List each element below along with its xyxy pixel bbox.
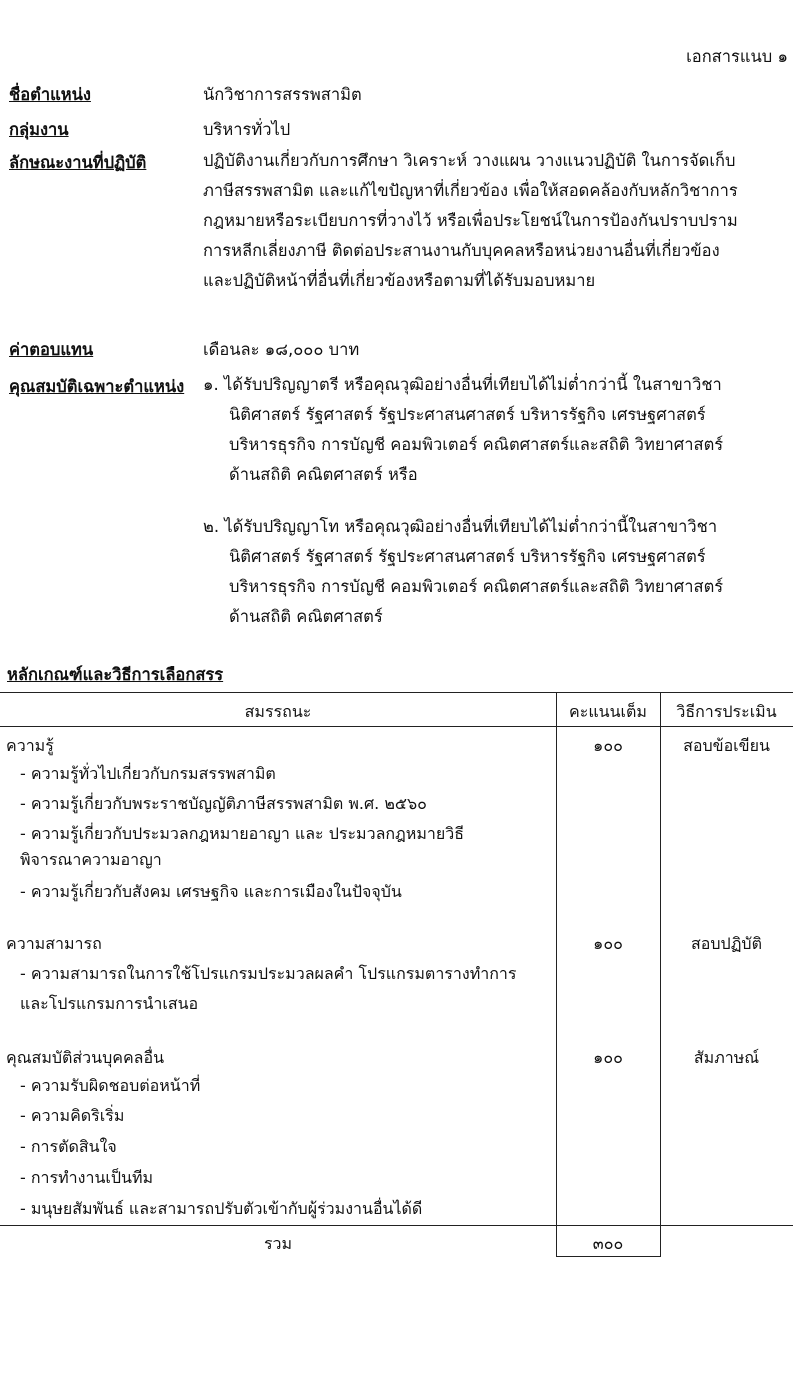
personal-item: - มนุษยสัมพันธ์ และสามารถปรับตัวเข้ากับผู้ร่วมงานอื่นได้ดี bbox=[20, 1199, 423, 1218]
personal-item: - ความคิดริเริ่ม bbox=[20, 1106, 125, 1125]
knowledge-item: - ความรู้เกี่ยวกับสังคม เศรษฐกิจ และการเมืองในปัจจุบัน bbox=[20, 882, 402, 901]
criteria-heading: หลักเกณฑ์และวิธีการเลือกสรร bbox=[7, 665, 224, 684]
position-value: นักวิชาการสรรพสามิต bbox=[203, 85, 362, 104]
qualification-line: ๒. ได้รับปริญญาโท หรือคุณวุฒิอย่างอื่นที่เทียบได้ไม่ต่ำกว่านี้ในสาขาวิชา bbox=[203, 517, 718, 536]
qualification-line: นิติศาสตร์ รัฐศาสตร์ รัฐประศาสนศาสตร์ บริหารรัฐกิจ เศรษฐศาสตร์ bbox=[229, 405, 706, 424]
qualification-item-2 bbox=[203, 512, 723, 632]
total-label: รวม bbox=[263, 1234, 293, 1253]
duties-line: การหลีกเลี่ยงภาษี ติดต่อประสานงานกับบุคคลหรือหน่วยงานอื่นที่เกี่ยวข้อง bbox=[203, 241, 720, 260]
knowledge-title: ความรู้ bbox=[6, 736, 54, 755]
knowledge-item: - ความรู้เกี่ยวกับพระราชบัญญัติภาษีสรรพสามิต พ.ศ. ๒๕๖๐ bbox=[20, 794, 427, 813]
ability-item: - ความสามารถในการใช้โปรแกรมประมวลผลคำ โปรแกรมตารางทำการ bbox=[20, 964, 517, 983]
qualification-line: ๑. ได้รับปริญญาตรี หรือคุณวุฒิอย่างอื่นที่เทียบได้ไม่ต่ำกว่านี้ ในสาขาวิชา bbox=[203, 375, 722, 394]
header-assessment-method: วิธีการประเมิน bbox=[676, 702, 777, 721]
knowledge-item: พิจารณาความอาญา bbox=[20, 850, 162, 869]
personal-item: - การทำงานเป็นทีม bbox=[20, 1168, 154, 1187]
group-label: กลุ่มงาน bbox=[9, 120, 69, 139]
ability-title: ความสามารถ bbox=[6, 934, 102, 953]
qualification-item-1 bbox=[203, 370, 723, 490]
duties-line: กฎหมายหรือระเบียบการที่วางไว้ หรือเพื่อประโยชน์ในการป้องกันปราบปราม bbox=[203, 211, 738, 230]
qualification-line: บริหารธุรกิจ การบัญชี คอมพิวเตอร์ คณิตศาสตร์และสถิติ วิทยาศาสตร์ bbox=[229, 435, 724, 454]
header-competency: สมรรถนะ bbox=[244, 702, 312, 721]
group-value: บริหารทั่วไป bbox=[203, 120, 291, 139]
duties-text bbox=[203, 146, 738, 296]
qualification-line: ด้านสถิติ คณิตศาสตร์ หรือ bbox=[229, 465, 418, 484]
table-header-border bbox=[0, 726, 793, 727]
table-body-bottom-border bbox=[0, 1225, 793, 1226]
qualification-line: ด้านสถิติ คณิตศาสตร์ bbox=[229, 607, 383, 626]
personal-item: - การตัดสินใจ bbox=[20, 1137, 117, 1156]
ability-method: สอบปฏิบัติ bbox=[691, 934, 762, 953]
qualification-line: บริหารธุรกิจ การบัญชี คอมพิวเตอร์ คณิตศาสตร์และสถิติ วิทยาศาสตร์ bbox=[229, 577, 724, 596]
personal-score: ๑๐๐ bbox=[593, 1048, 623, 1067]
knowledge-item: - ความรู้เกี่ยวกับประมวลกฎหมายอาญา และ ประมวลกฎหมายวิธี bbox=[20, 824, 464, 843]
qualifications-label: คุณสมบัติเฉพาะตำแหน่ง bbox=[9, 377, 185, 396]
duties-line: ภาษีสรรพสามิต และแก้ไขปัญหาที่เกี่ยวข้อง เพื่อให้สอดคล้องกับหลักวิชาการ bbox=[203, 181, 738, 200]
position-label: ชื่อตำแหน่ง bbox=[9, 85, 91, 104]
salary-label: ค่าตอบแทน bbox=[9, 340, 94, 359]
table-top-border bbox=[0, 692, 793, 693]
salary-value: เดือนละ ๑๘,๐๐๐ บาท bbox=[203, 340, 360, 359]
total-score: ๓๐๐ bbox=[592, 1234, 624, 1253]
ability-score: ๑๐๐ bbox=[593, 934, 623, 953]
criteria-table bbox=[0, 692, 793, 1260]
knowledge-method: สอบข้อเขียน bbox=[683, 736, 770, 755]
column-divider bbox=[660, 692, 661, 1257]
header-full-score: คะแนนเต็ม bbox=[569, 702, 647, 721]
knowledge-item: - ความรู้ทั่วไปเกี่ยวกับกรมสรรพสามิต bbox=[20, 764, 276, 783]
ability-item: และโปรแกรมการนำเสนอ bbox=[20, 994, 199, 1013]
personal-title: คุณสมบัติส่วนบุคคลอื่น bbox=[6, 1048, 165, 1067]
knowledge-score: ๑๐๐ bbox=[593, 736, 623, 755]
duties-line: และปฏิบัติหน้าที่อื่นที่เกี่ยวข้องหรือตามที่ได้รับมอบหมาย bbox=[203, 271, 596, 290]
duties-label: ลักษณะงานที่ปฏิบัติ bbox=[9, 153, 147, 172]
personal-item: - ความรับผิดชอบต่อหน้าที่ bbox=[20, 1076, 201, 1095]
personal-method: สัมภาษณ์ bbox=[693, 1048, 760, 1067]
duties-line: ปฏิบัติงานเกี่ยวกับการศึกษา วิเคราะห์ วางแผน วางแนวปฏิบัติ ในการจัดเก็บ bbox=[203, 151, 736, 170]
attachment-reference: เอกสารแนบ ๑ bbox=[686, 47, 788, 66]
column-divider bbox=[556, 692, 557, 1257]
qualification-line: นิติศาสตร์ รัฐศาสตร์ รัฐประศาสนศาสตร์ บริหารรัฐกิจ เศรษฐศาสตร์ bbox=[229, 547, 706, 566]
